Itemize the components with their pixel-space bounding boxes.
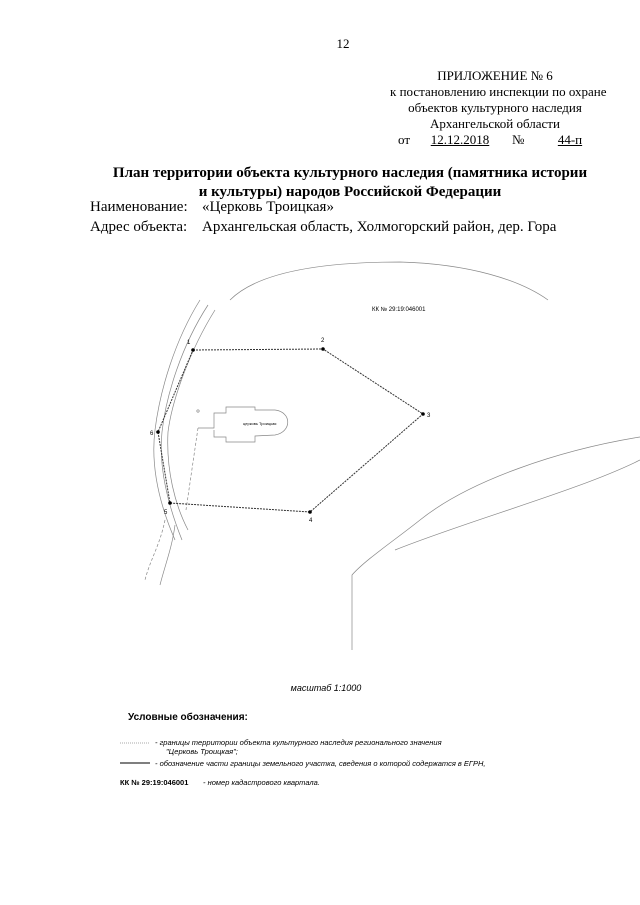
appendix-date: 12.12.2018	[430, 132, 490, 147]
legend-item-parcel: - обозначение части границы земельного участка, сведения о которой содержатся в ЕГРН,	[155, 759, 486, 768]
point-6	[156, 430, 160, 434]
legend-item-cadastral: - номер кадастрового квартала.	[203, 778, 320, 787]
legend-item-territory: - границы территории объекта культурного наследия регионального значения	[155, 738, 442, 747]
point-label: 6	[150, 431, 154, 437]
address-label: Адрес объекта:	[90, 219, 188, 235]
point-label: 4	[309, 518, 313, 524]
boundary-points	[156, 347, 425, 514]
building-label: церковь Троицкая	[243, 421, 277, 426]
point-label: 5	[164, 510, 168, 516]
appendix-number-label: №	[512, 132, 525, 147]
point-label: 3	[427, 413, 431, 419]
appendix-from: от	[398, 132, 411, 147]
appendix-line: объектов культурного наследия	[408, 100, 582, 115]
title-line: и культуры) народов Российской Федерации	[198, 184, 502, 200]
terrain-lines	[145, 262, 640, 650]
appendix-line: Архангельской области	[430, 116, 560, 131]
name-value: «Церковь Троицкая»	[202, 199, 334, 215]
appendix-title: ПРИЛОЖЕНИЕ № 6	[437, 68, 553, 83]
point-2	[321, 347, 325, 351]
appendix-line: к постановлению инспекции по охране	[390, 84, 607, 99]
point-3	[421, 412, 425, 416]
cadastral-label: КК № 29:19:046001	[372, 307, 426, 313]
point-5	[168, 501, 172, 505]
name-label: Наименование:	[90, 199, 188, 215]
page-number: 12	[336, 36, 350, 51]
point-label: 1	[187, 340, 191, 346]
legend-item-territory-name: "Церковь Троицкая";	[166, 747, 238, 756]
address-value: Архангельская область, Холмогорский район, дер. Гора	[202, 219, 557, 235]
point-label: 2	[321, 338, 325, 344]
legend-cadastral-code: КК № 29:19:046001	[120, 778, 189, 787]
point-4	[308, 510, 312, 514]
legend-title: Условные обозначения:	[128, 712, 248, 723]
title-line: План территории объекта культурного наследия (памятника истории	[112, 165, 588, 181]
point-1	[191, 348, 195, 352]
appendix-number: 44-п	[557, 132, 583, 147]
scale-label: масштаб 1:1000	[290, 683, 362, 693]
